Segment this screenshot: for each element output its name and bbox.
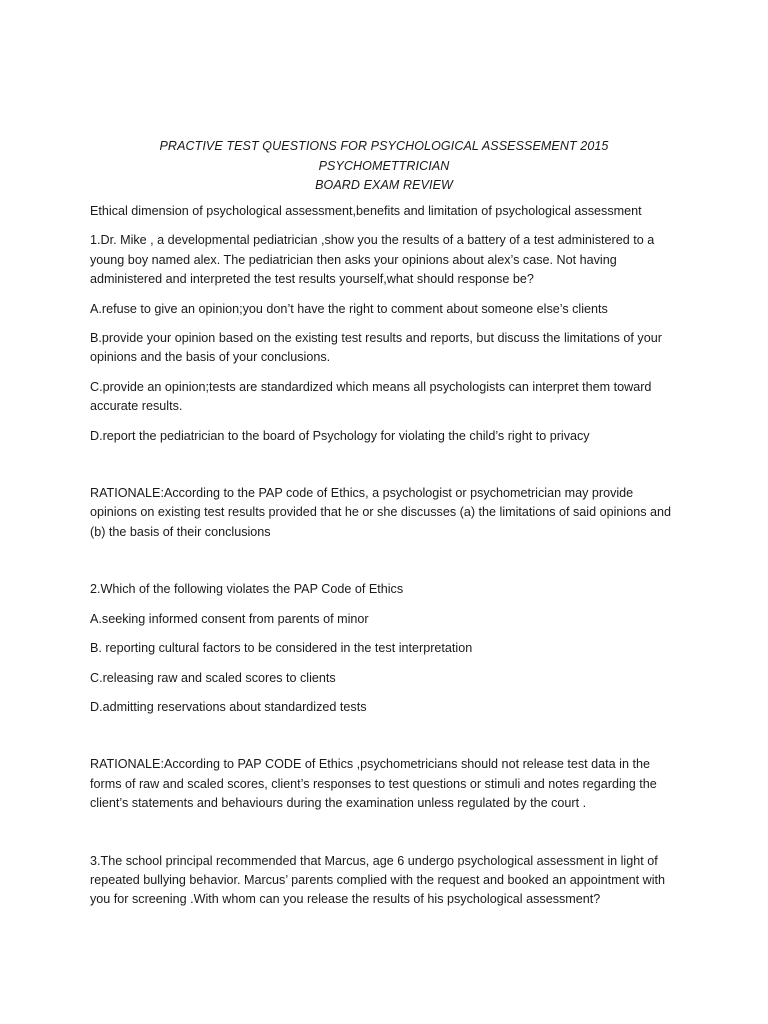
question-2-option-a: A.seeking informed consent from parents of minor [90, 611, 369, 626]
header-subtitle: PSYCHOMETTRICIAN [318, 158, 450, 173]
intro-paragraph: Ethical dimension of psychological assessment,benefits and limitation of psychological assessment [90, 204, 642, 218]
question-2-option-b: B. reporting cultural factors to be considered in the test interpretation [90, 641, 473, 656]
question-2-rationale: RATIONALE:According to PAP CODE of Ethics ,psychometricians should not release test data in the forms of raw and scaled scores, client’s responses to test questions or stimuli and notes regarding the client’s statements and behaviours during the examination unless regulated by the court . [90, 757, 657, 811]
question-2-option-d: D.admitting reservations about standardized tests [90, 699, 367, 714]
question-2-option-c: C.releasing raw and scaled scores to clients [90, 670, 336, 685]
question-1-rationale: RATIONALE:According to the PAP code of Ethics, a psychologist or psychometrician may provide opinions on existing test results provided that he or she discusses (a) the limitations of said opinions and (b) the basis of their conclusions [90, 486, 672, 539]
question-1-option-a: A.refuse to give an opinion;you don’t have the right to comment about someone else’s clients [90, 301, 608, 316]
header-title: PRACTIVE TEST QUESTIONS FOR PSYCHOLOGICAL ASSESSEMENT 2015 [159, 139, 609, 153]
question-1-option-c: C.provide an opinion;tests are standardized which means all psychologists can interpret them toward accurate results. [90, 379, 652, 414]
document-body [90, 202, 682, 910]
question-1: 1.Dr. Mike , a developmental pediatrician ,show you the results of a battery of a test administered to a young boy named alex. The pediatrician then asks your opinions about alex’s case. Not having administered and interpreted the test results yourself,what should response be? [90, 233, 655, 287]
document-header [90, 137, 678, 196]
header-subtitle-2: BOARD EXAM REVIEW [315, 178, 453, 192]
question-1-option-d: D.report the pediatrician to the board of Psychology for violating the child’s right to privacy [90, 428, 590, 443]
question-1-option-b: B.provide your opinion based on the existing test results and reports, but discuss the limitations of your opinions and the basis of your conclusions. [90, 331, 662, 365]
question-2: 2.Which of the following violates the PAP Code of Ethics [90, 582, 404, 597]
question-3: 3.The school principal recommended that Marcus, age 6 undergo psychological assessment in light of repeated bullying behavior. Marcus’ parents complied with the request and booked an appointment with you for screening .With whom can you release the results of his psychological assessment? [90, 853, 666, 907]
